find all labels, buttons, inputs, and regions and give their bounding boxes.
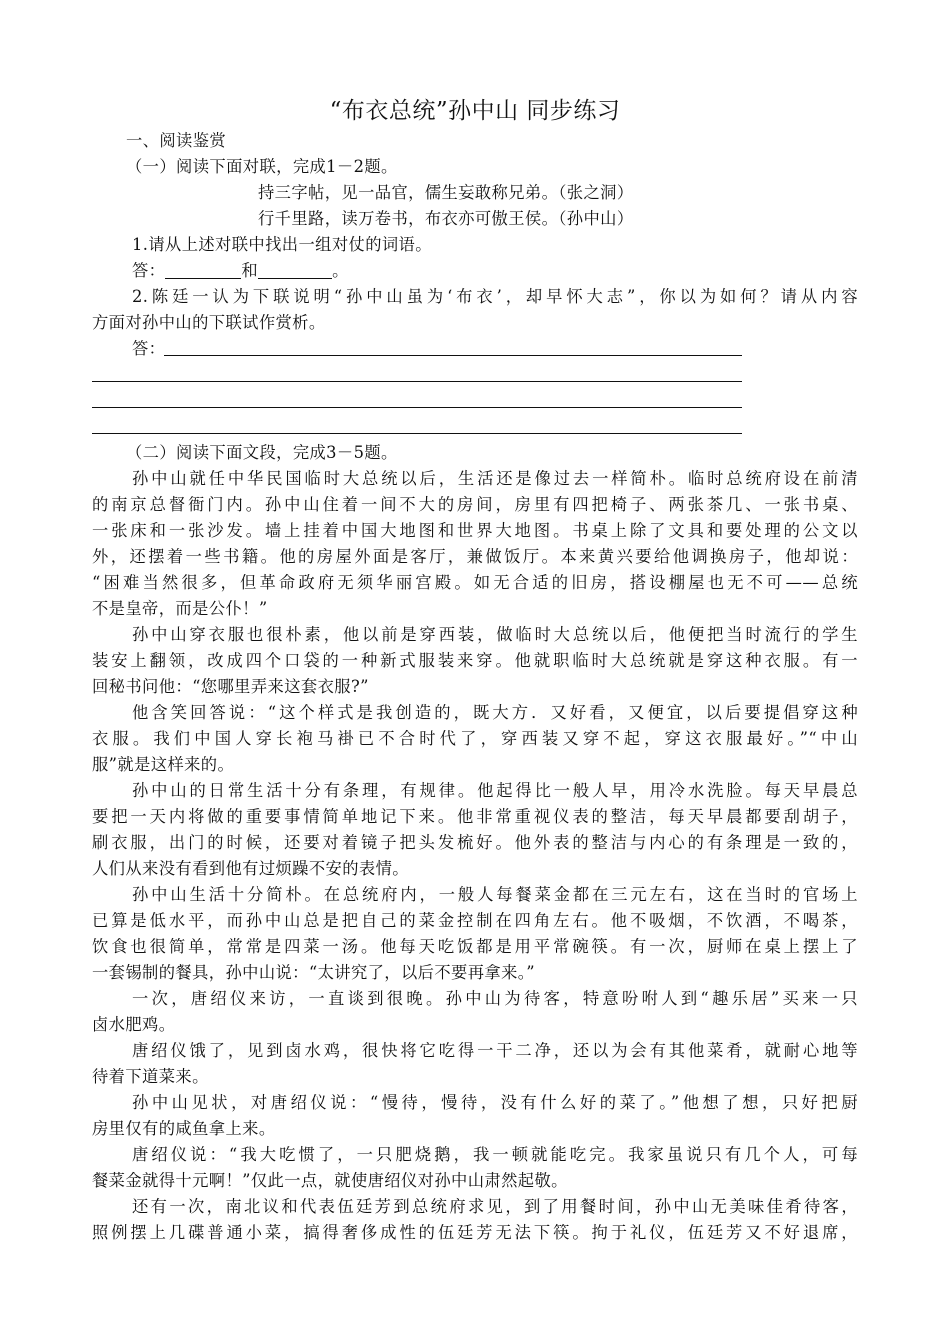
answer-blank-2[interactable] (258, 260, 332, 279)
answer-blank-1[interactable] (165, 260, 241, 279)
paragraph-line: 卤水肥鸡。 (92, 1015, 176, 1034)
paragraph-line: 他含笑回答说：“这个样式是我创造的，既大方．又好看，又便宜，以后要提倡穿这种 (132, 703, 858, 722)
document-title: “布衣总统”孙中山 同步练习 (329, 98, 621, 124)
paragraph-line: 孙中山生活十分简朴。在总统府内，一般人每餐菜金都在三元左右，这在当时的官场上 (132, 885, 858, 904)
answer-end: 。 (332, 261, 349, 280)
paragraph-line: 餐菜金就得十元啊！”仅此一点，就使唐绍仪对孙中山肃然起敬。 (92, 1171, 568, 1190)
question-2-answer-label: 答： (132, 339, 166, 358)
paragraph-line: 房里仅有的咸鱼拿上来。 (92, 1119, 276, 1138)
paragraph-line: 一套锡制的餐具，孙中山说：“太讲究了，以后不要再拿来。” (92, 963, 536, 982)
question-1-answer (132, 258, 349, 284)
answer-label: 答： (132, 261, 166, 280)
paragraph-line: 孙中山见状，对唐绍仪说：“慢待，慢待，没有什么好的菜了。”他想了想，只好把厨 (132, 1093, 858, 1112)
answer-join: 和 (241, 261, 259, 280)
answer-line[interactable] (164, 355, 742, 356)
question-1: 1.请从上述对联中找出一组对仗的词语。 (132, 235, 432, 254)
paragraph-line: 要把一天内将做的重要事情简单地记下来。他非常重视仪表的整洁，每天早晨都要刮胡子， (92, 807, 858, 826)
paragraph-line: 孙中山的日常生活十分有条理，有规律。他起得比一般人早，用冷水洗脸。每天早晨总 (132, 781, 858, 800)
section-heading: 一、阅读鉴赏 (126, 131, 227, 150)
paragraph-line: 一次，唐绍仪来访，一直谈到很晚。孙中山为待客，特意吩咐人到“趣乐居”买来一只 (132, 989, 858, 1008)
paragraph-line: 饮食也很简单，常常是四菜一汤。他每天吃饭都是用平常碗筷。有一次，厨师在桌上摆上了 (92, 937, 858, 956)
paragraph-line: 装安上翻领，改成四个口袋的一种新式服装来穿。他就职临时大总统就是穿这种衣服。有一 (92, 651, 858, 670)
paragraph-line: 一张床和一张沙发。墙上挂着中国大地图和世界大地图。书桌上除了文具和要处理的公文以 (92, 521, 858, 540)
paragraph-line: 孙中山穿衣服也很朴素，他以前是穿西装，做临时大总统以后，他便把当时流行的学生 (132, 625, 858, 644)
paragraph-line: 刷衣服，出门的时候，还要对着镜子把头发梳好。他外表的整洁与内心的有条理是一致的， (92, 833, 858, 852)
question-2-line-1: 2.陈廷一认为下联说明“孙中山虽为‘布衣’，却早怀大志”，你以为如何？请从内容 (132, 287, 858, 306)
paragraph-line: 还有一次，南北议和代表伍廷芳到总统府求见，到了用餐时间，孙中山无美味佳肴待客， (132, 1197, 858, 1216)
paragraph-line: 人们从来没有看到他有过烦躁不安的表情。 (92, 859, 409, 878)
paragraph-line: 外，还摆着一些书籍。他的房屋外面是客厅，兼做饭厅。本来黄兴要给他调换房子，他却说： (92, 547, 858, 566)
part1-intro: （一）阅读下面对联，完成1－2题。 (126, 157, 398, 176)
paragraph-line: 唐绍仪饿了，见到卤水鸡，很快将它吃得一干二净，还以为会有其他菜肴，就耐心地等 (132, 1041, 858, 1060)
couplet-line-2: 行千里路，读万卷书，布衣亦可傲王侯。（孙中山） (258, 209, 634, 228)
answer-line[interactable] (92, 407, 742, 408)
paragraph-line: 衣服。我们中国人穿长袍马褂已不合时代了，穿西装又穿不起，穿这衣服最好。”“中山 (92, 729, 858, 748)
answer-line[interactable] (92, 433, 742, 434)
paragraph-line: 待着下道菜来。 (92, 1067, 209, 1086)
paragraph-line: 回秘书问他：“您哪里弄来这套衣服?” (92, 677, 369, 696)
answer-line[interactable] (92, 381, 742, 382)
paragraph-line: 已算是低水平，而孙中山总是把自己的菜金控制在四角左右。他不吸烟，不饮酒，不喝茶， (92, 911, 858, 930)
part2-intro: （二）阅读下面文段，完成3－5题。 (126, 443, 398, 462)
paragraph-line: 的南京总督衙门内。孙中山住着一间不大的房间，房里有四把椅子、两张茶几、一张书桌、 (92, 495, 858, 514)
paragraph-line: “困难当然很多，但革命政府无须华丽宫殿。如无合适的旧房，搭设棚屋也无不可——总统 (92, 573, 858, 592)
couplet-line-1: 持三字帖，见一品官，儒生妄敢称兄弟。（张之洞） (258, 183, 634, 202)
question-2-line-2: 方面对孙中山的下联试作赏析。 (92, 313, 326, 332)
paragraph-line: 照例摆上几碟普通小菜，搞得奢侈成性的伍廷芳无法下筷。拘于礼仪，伍廷芳又不好退席， (92, 1223, 858, 1242)
paragraph-line: 唐绍仪说：“我大吃惯了，一只肥烧鹅，我一顿就能吃完。我家虽说只有几个人，可每 (132, 1145, 858, 1164)
paragraph-line: 不是皇帝，而是公仆！” (92, 599, 268, 618)
paragraph-line: 服”就是这样来的。 (92, 755, 235, 774)
paragraph-line: 孙中山就任中华民国临时大总统以后，生活还是像过去一样简朴。临时总统府设在前清 (132, 469, 858, 488)
